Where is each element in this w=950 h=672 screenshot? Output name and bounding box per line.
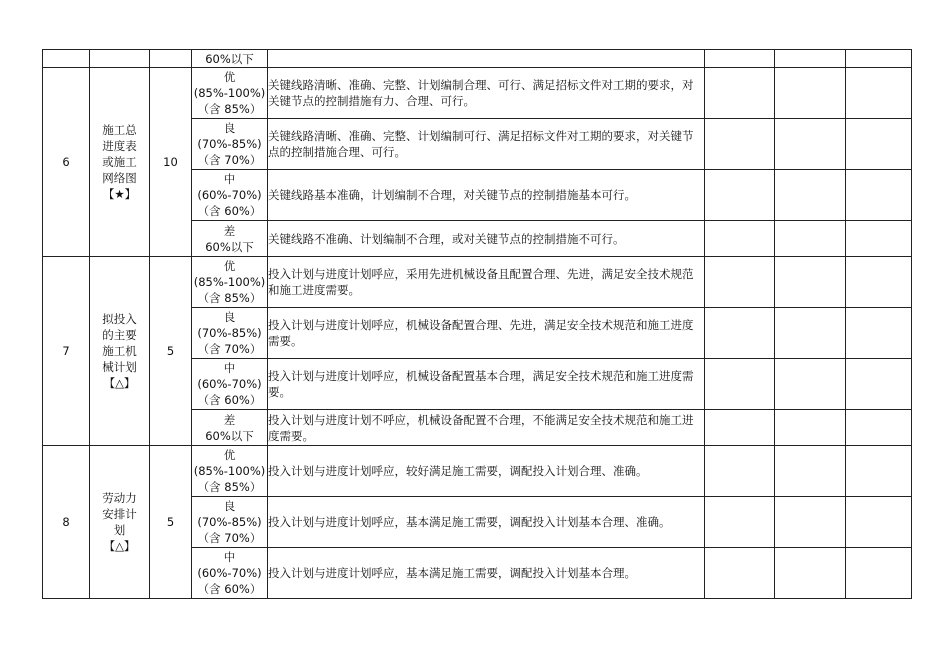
criteria-text: 投入计划与进度计划呼应，基本满足施工需要，调配投入计划基本合理、准确。 [268, 497, 705, 548]
table-row [43, 257, 912, 308]
grade-label: 优 [223, 448, 236, 462]
score-column-b [775, 221, 846, 257]
criteria-cell [268, 50, 705, 68]
score-column-b [775, 119, 846, 170]
score-column-b [775, 170, 846, 221]
criteria-text: 投入计划与进度计划不呼应，机械设备配置不合理，不能满足安全技术规范和施工进度需要。 [268, 410, 705, 446]
score-column-b [775, 50, 846, 68]
grade-cell [192, 170, 268, 221]
item-name-line: 【★】 [102, 187, 137, 201]
score-column-c [846, 446, 912, 497]
score-column-a [705, 170, 775, 221]
grade-inclusive: （含 70%） [197, 531, 262, 545]
item-score: 5 [150, 257, 192, 446]
item-name-line: 劳动力 [102, 491, 137, 505]
score-column-c [846, 170, 912, 221]
score-column-c [846, 308, 912, 359]
score-column-b [775, 257, 846, 308]
grade-label: 优 [223, 70, 236, 84]
grade-range: (85%-100%) [193, 275, 266, 289]
grade-cell [192, 50, 268, 68]
item-score: 10 [150, 68, 192, 257]
grade-cell [192, 359, 268, 410]
score-column-a [705, 221, 775, 257]
score-column-a [705, 257, 775, 308]
item-name-line: 安排计 [102, 507, 137, 521]
score-column-a [705, 497, 775, 548]
grade-range: 60%以下 [205, 51, 254, 66]
item-name-line: 施工机 [102, 344, 137, 358]
score-column-a [705, 410, 775, 446]
criteria-text: 投入计划与进度计划呼应，采用先进机械设备且配置合理、先进，满足安全技术规范和施工进度需要。 [268, 257, 705, 308]
score-column-a [705, 359, 775, 410]
grade-range: (70%-85%) [197, 137, 262, 151]
criteria-text: 投入计划与进度计划呼应，机械设备配置合理、先进，满足安全技术规范和施工进度需要。 [268, 308, 705, 359]
item-name-line: 网络图 [102, 171, 137, 185]
grade-range: (85%-100%) [193, 464, 266, 478]
score-column-b [775, 308, 846, 359]
score-column-b [775, 68, 846, 119]
grade-range: (70%-85%) [197, 326, 262, 340]
grade-range: (85%-100%) [193, 86, 266, 100]
grade-label: 良 [223, 121, 236, 135]
grade-range: (60%-70%) [197, 566, 262, 580]
grade-label: 中 [223, 172, 236, 186]
criteria-text: 关键线路清晰、准确、完整、计划编制可行、满足招标文件对工期的要求，对关键节点的控制措施合理、可行。 [268, 119, 705, 170]
score-column-b [775, 359, 846, 410]
grade-inclusive: （含 60%） [197, 204, 262, 218]
grade-inclusive: （含 85%） [197, 480, 262, 494]
score-column-a [705, 308, 775, 359]
score-column-c [846, 50, 912, 68]
criteria-text: 投入计划与进度计划呼应，基本满足施工需要，调配投入计划基本合理。 [268, 548, 705, 599]
grade-range: (60%-70%) [197, 377, 262, 391]
grade-cell [192, 548, 268, 599]
score-column-a [705, 446, 775, 497]
score-column-a [705, 119, 775, 170]
table-row [43, 68, 912, 119]
grade-cell [192, 68, 268, 119]
grade-inclusive: （含 85%） [197, 291, 262, 305]
scoring-table [42, 49, 912, 599]
grade-range: (70%-85%) [197, 515, 262, 529]
score-column-a [705, 50, 775, 68]
number-cell [43, 50, 90, 68]
item-number: 8 [43, 446, 90, 599]
score-column-b [775, 446, 846, 497]
grade-inclusive: （含 85%） [197, 102, 262, 116]
grade-cell [192, 257, 268, 308]
item-name-line: 划 [113, 523, 126, 537]
grade-label: 良 [223, 310, 236, 324]
grade-inclusive: （含 60%） [197, 582, 262, 596]
grade-inclusive: （含 70%） [197, 153, 262, 167]
grade-range: 60%以下 [205, 239, 254, 254]
score-column-b [775, 548, 846, 599]
grade-inclusive: （含 60%） [197, 393, 262, 407]
grade-label: 良 [223, 499, 236, 513]
grade-cell [192, 221, 268, 257]
item-name-line: 施工总 [102, 123, 137, 137]
criteria-text: 投入计划与进度计划呼应，较好满足施工需要，调配投入计划合理、准确。 [268, 446, 705, 497]
score-column-c [846, 548, 912, 599]
score-column-b [775, 497, 846, 548]
grade-label: 差 [223, 412, 236, 427]
table-row [43, 50, 912, 68]
grade-cell [192, 446, 268, 497]
item-cell [90, 50, 150, 68]
item-name-line: 【△】 [103, 376, 136, 390]
score-column-c [846, 497, 912, 548]
item-name-line: 进度表 [102, 139, 137, 153]
score-column-a [705, 548, 775, 599]
score-cell [150, 50, 192, 68]
item-name-line: 【△】 [103, 539, 136, 553]
grade-cell [192, 410, 268, 446]
score-column-c [846, 410, 912, 446]
grade-cell [192, 119, 268, 170]
score-column-c [846, 68, 912, 119]
grade-label: 优 [223, 259, 236, 273]
table-row [43, 446, 912, 497]
item-name-line: 械计划 [102, 360, 137, 374]
score-column-b [775, 410, 846, 446]
score-column-a [705, 68, 775, 119]
item-score: 5 [150, 446, 192, 599]
criteria-text: 关键线路清晰、准确、完整、计划编制合理、可行、满足招标文件对工期的要求，对关键节点的控制措施有力、合理、可行。 [268, 68, 705, 119]
item-name-line: 的主要 [102, 328, 137, 342]
grade-label: 中 [223, 550, 236, 564]
criteria-text: 投入计划与进度计划呼应，机械设备配置基本合理，满足安全技术规范和施工进度需要。 [268, 359, 705, 410]
item-name-cell [90, 446, 150, 599]
item-name-line: 拟投入 [102, 312, 137, 326]
criteria-text: 关键线路基本准确，计划编制不合理，对关键节点的控制措施基本可行。 [268, 170, 705, 221]
item-number: 6 [43, 68, 90, 257]
grade-label: 中 [223, 361, 236, 375]
item-name-cell [90, 68, 150, 257]
grade-range: (60%-70%) [197, 188, 262, 202]
score-column-c [846, 221, 912, 257]
grade-label: 差 [223, 223, 236, 238]
grade-inclusive: （含 70%） [197, 342, 262, 356]
criteria-text: 关键线路不准确、计划编制不合理，或对关键节点的控制措施不可行。 [268, 221, 705, 257]
score-column-c [846, 359, 912, 410]
grade-cell [192, 308, 268, 359]
grade-cell [192, 497, 268, 548]
score-column-c [846, 119, 912, 170]
grade-range: 60%以下 [205, 428, 254, 443]
item-number: 7 [43, 257, 90, 446]
score-column-c [846, 257, 912, 308]
item-name-cell [90, 257, 150, 446]
item-name-line: 或施工 [102, 155, 137, 169]
